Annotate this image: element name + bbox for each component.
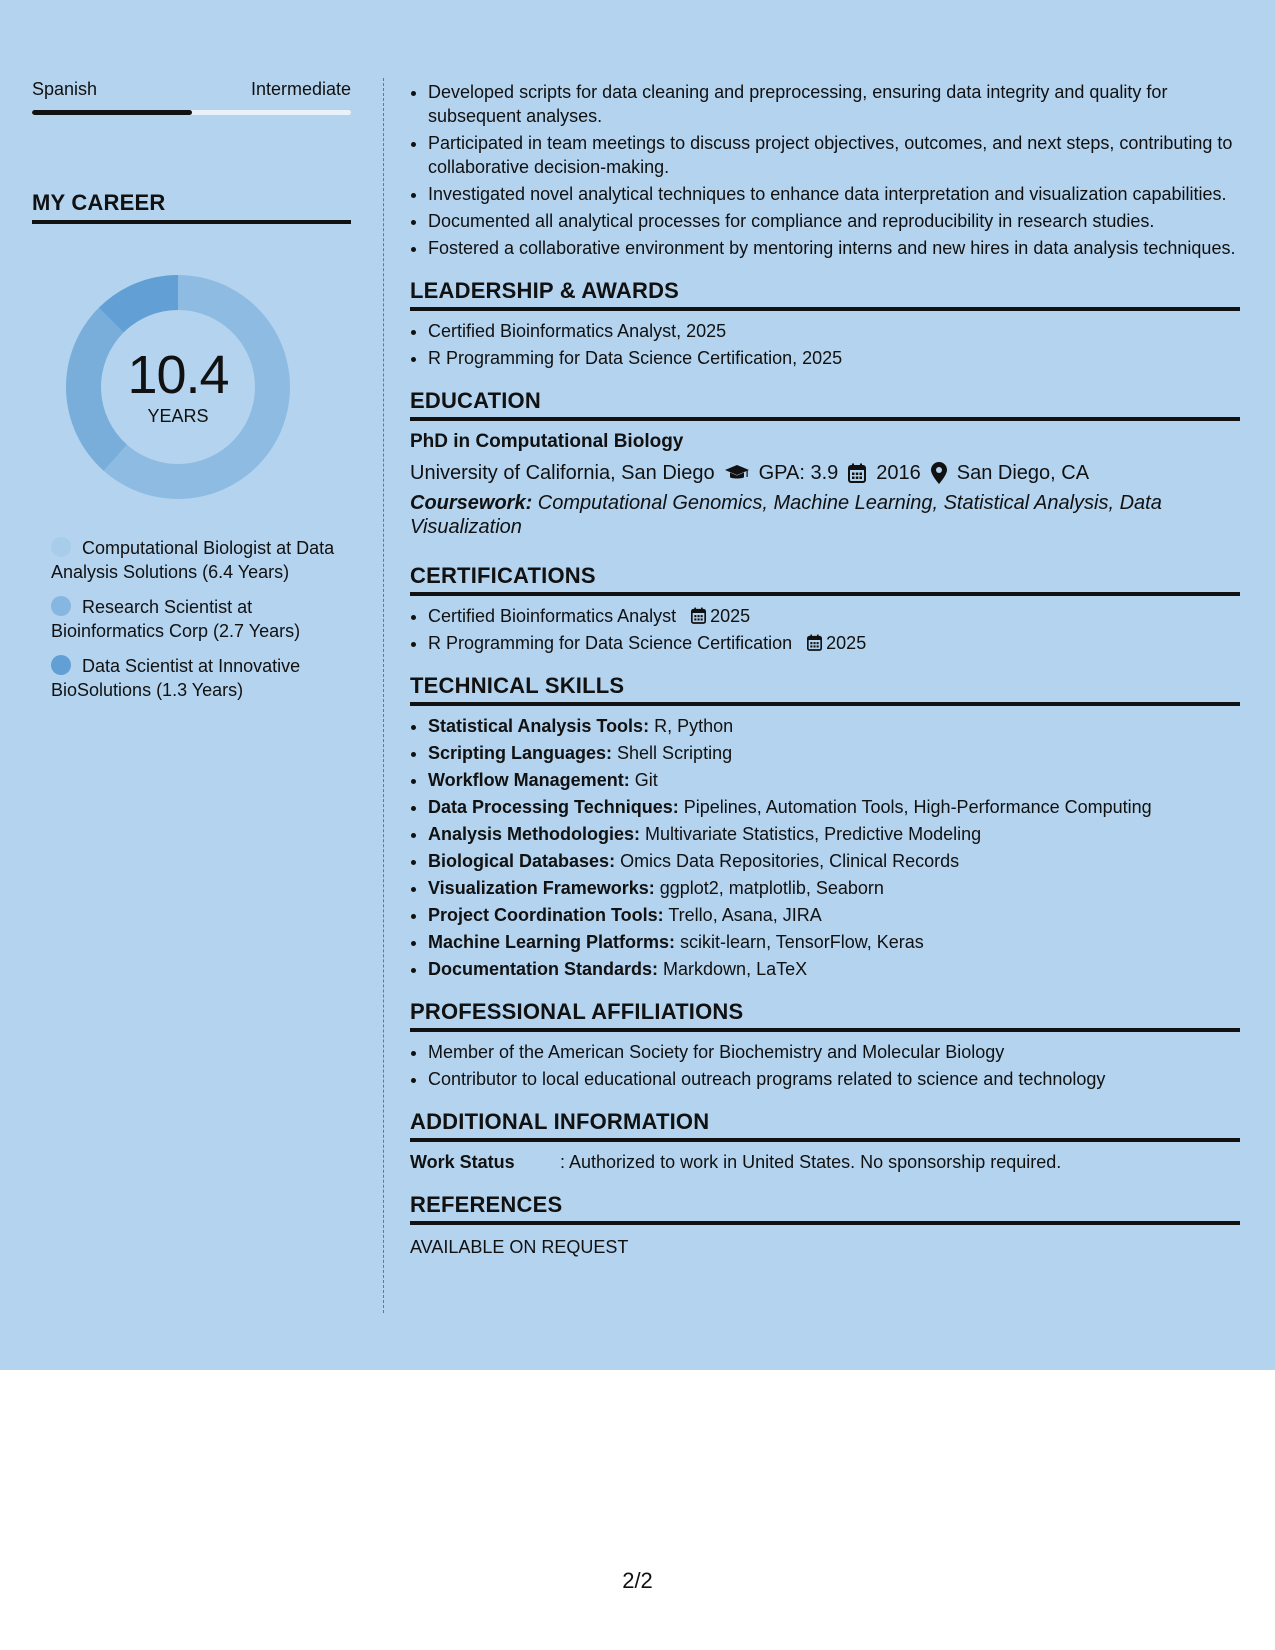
certification-name: R Programming for Data Science Certification — [428, 633, 793, 653]
section-title: REFERENCES — [410, 1192, 1240, 1225]
list-item — [428, 604, 1240, 628]
affiliations-section — [410, 999, 1240, 1091]
skill-label: Workflow Management: — [428, 770, 630, 790]
list-item: • Certified Bioinformatics Analyst, 2025 — [428, 319, 1240, 343]
section-title: LEADERSHIP & AWARDS — [410, 278, 1240, 311]
list-item — [428, 849, 1240, 873]
education-degree: PhD in Computational Biology — [410, 431, 684, 452]
section-title: PROFESSIONAL AFFILIATIONS — [410, 999, 1240, 1032]
skill-label: Documentation Standards: — [428, 959, 659, 979]
work-status-value: : Authorized to work in United States. No sponsorship required. — [560, 1152, 1062, 1172]
legend-dot — [51, 596, 71, 616]
skill-value: Trello, Asana, JIRA — [663, 905, 822, 925]
section-title: TECHNICAL SKILLS — [410, 673, 1240, 706]
skill-label: Analysis Methodologies: — [428, 824, 641, 844]
references-section — [410, 1192, 1240, 1259]
skill-value: Pipelines, Automation Tools, High-Performance Computing — [678, 797, 1152, 817]
legend-item — [51, 595, 341, 643]
skill-label: Machine Learning Platforms: — [428, 932, 676, 952]
work-status-label: Work Status — [410, 1152, 515, 1172]
skill-label: Data Processing Techniques: — [428, 797, 679, 817]
page-number: 2/2 — [622, 1568, 653, 1593]
work-status-row — [410, 1150, 1240, 1174]
list-item: • Investigated novel analytical techniques to enhance data interpretation and visualization capabilities. — [428, 182, 1240, 206]
donut-center — [66, 275, 290, 499]
graduation-cap-icon — [725, 463, 749, 483]
language-row — [32, 78, 351, 100]
calendar-icon — [848, 463, 866, 483]
education-location: San Diego, CA — [956, 462, 1090, 484]
column-divider — [383, 78, 384, 1313]
list-item: • Member of the American Society for Biochemistry and Molecular Biology — [428, 1040, 1240, 1064]
language-proficiency-bar — [32, 110, 351, 115]
education-details — [410, 459, 1240, 487]
legend-label: Computational Biologist at Data Analysis Solutions (6.4 Years) — [51, 538, 335, 582]
section-title: EDUCATION — [410, 388, 1240, 421]
map-pin-icon — [931, 462, 947, 484]
education-coursework — [410, 491, 1240, 539]
career-legend — [51, 536, 341, 713]
skill-label: Biological Databases: — [428, 851, 616, 871]
career-total-value: 10.4 — [127, 345, 229, 405]
right-column — [410, 80, 1240, 1259]
skill-label: Project Coordination Tools: — [428, 905, 664, 925]
education-gpa: GPA: 3.9 — [758, 462, 839, 484]
list-item — [428, 903, 1240, 927]
coursework-label: Coursework: — [410, 492, 533, 514]
coursework-text: Computational Genomics, Machine Learning, Statistical Analysis, Data Visualization — [410, 492, 1162, 538]
legend-dot — [51, 537, 71, 557]
career-donut-chart — [66, 275, 290, 499]
certification-name: Certified Bioinformatics Analyst — [428, 606, 677, 626]
skill-label: Statistical Analysis Tools: — [428, 716, 650, 736]
language-level: Intermediate — [250, 79, 351, 99]
language-name: Spanish — [32, 79, 98, 99]
calendar-icon — [807, 634, 822, 651]
calendar-icon — [691, 607, 706, 624]
skill-value: Git — [629, 770, 658, 790]
certification-year: 2025 — [710, 606, 751, 626]
certification-year: 2025 — [826, 633, 867, 653]
left-column — [32, 78, 351, 224]
list-item — [428, 822, 1240, 846]
legend-item — [51, 654, 341, 702]
career-total-unit: YEARS — [147, 406, 209, 426]
certifications-list — [410, 604, 1240, 655]
affiliations-list — [410, 1040, 1240, 1091]
skill-value: Multivariate Statistics, Predictive Modeling — [640, 824, 982, 844]
skill-value: scikit-learn, TensorFlow, Keras — [675, 932, 924, 952]
skill-value: Shell Scripting — [612, 743, 733, 763]
certifications-section — [410, 563, 1240, 655]
skills-list — [410, 714, 1240, 981]
list-item: • Participated in team meetings to discuss project objectives, outcomes, and next steps, contributing to collaborative decision-making. — [428, 131, 1240, 179]
career-section-title: MY CAREER — [32, 190, 351, 224]
education-school: University of California, San Diego — [410, 462, 715, 484]
language-proficiency-fill — [32, 110, 192, 115]
list-item — [428, 930, 1240, 954]
list-item — [428, 714, 1240, 738]
leadership-list — [410, 319, 1240, 370]
skill-value: Omics Data Repositories, Clinical Records — [615, 851, 960, 871]
skill-label: Scripting Languages: — [428, 743, 613, 763]
references-text: AVAILABLE ON REQUEST — [410, 1237, 629, 1257]
section-title: ADDITIONAL INFORMATION — [410, 1109, 1240, 1142]
list-item — [428, 768, 1240, 792]
experience-bullets — [410, 80, 1240, 260]
skills-section — [410, 673, 1240, 981]
list-item — [428, 795, 1240, 819]
leadership-section — [410, 278, 1240, 370]
skill-value: Markdown, LaTeX — [658, 959, 808, 979]
list-item: • Contributor to local educational outreach programs related to science and technology — [428, 1067, 1240, 1091]
list-item: • Fostered a collaborative environment by mentoring interns and new hires in data analysis techniques. — [428, 236, 1240, 260]
list-item: • Developed scripts for data cleaning and preprocessing, ensuring data integrity and quality for subsequent analyses. — [428, 80, 1240, 128]
skill-label: Visualization Frameworks: — [428, 878, 655, 898]
additional-info-section — [410, 1109, 1240, 1174]
skill-value: ggplot2, matplotlib, Seaborn — [654, 878, 884, 898]
list-item: • Documented all analytical processes for compliance and reproducibility in research studies. — [428, 209, 1240, 233]
legend-dot — [51, 655, 71, 675]
legend-label: Research Scientist at Bioinformatics Corp (2.7 Years) — [51, 597, 301, 641]
list-item — [428, 876, 1240, 900]
education-section — [410, 388, 1240, 539]
legend-label: Data Scientist at Innovative BioSolutions (1.3 Years) — [51, 656, 301, 700]
list-item: • R Programming for Data Science Certification, 2025 — [428, 346, 1240, 370]
skill-value: R, Python — [649, 716, 734, 736]
list-item — [428, 631, 1240, 655]
list-item — [428, 741, 1240, 765]
education-year: 2016 — [876, 462, 921, 484]
list-item — [428, 957, 1240, 981]
section-title: CERTIFICATIONS — [410, 563, 1240, 596]
legend-item — [51, 536, 341, 584]
